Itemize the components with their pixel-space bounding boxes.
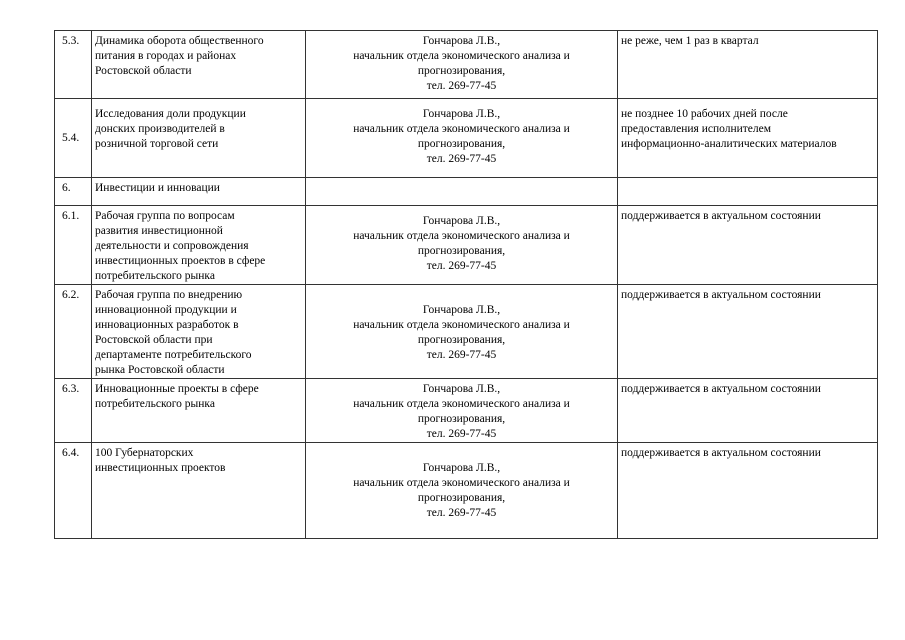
table-row — [55, 443, 878, 539]
term-line: поддерживается в актуальном состоянии — [621, 383, 821, 395]
row-name — [92, 99, 306, 178]
row-number: 6.1. — [55, 206, 92, 285]
responsible-phone: тел. 269-77-45 — [426, 260, 497, 272]
responsible-position: прогнозирования, — [417, 492, 506, 504]
responsible-name: Гончарова Л.В., — [422, 35, 501, 47]
row-number: 5.4. — [55, 99, 92, 178]
responsible-position: начальник отдела экономического анализа и — [353, 319, 570, 331]
row-term — [618, 285, 878, 379]
row-number: 6. — [55, 178, 92, 206]
responsible-position: прогнозирования, — [417, 65, 506, 77]
responsible-position: прогнозирования, — [417, 138, 506, 150]
name-line: Инвестиции и инновации — [95, 182, 220, 194]
name-line: 100 Губернаторских — [95, 447, 194, 459]
row-name — [92, 285, 306, 379]
row-term — [618, 99, 878, 178]
responsible-position: прогнозирования, — [417, 334, 506, 346]
table-row — [55, 285, 878, 379]
responsible-phone: тел. 269-77-45 — [426, 349, 497, 361]
name-line: департаменте потребительского — [95, 349, 252, 361]
name-line: инновационной продукции и — [95, 304, 237, 316]
row-term — [618, 379, 878, 443]
responsible-position: начальник отдела экономического анализа и — [353, 50, 570, 62]
name-line: Ростовской области при — [95, 334, 213, 346]
name-line: деятельности и сопровождения — [95, 240, 249, 252]
row-name — [92, 379, 306, 443]
name-line: Ростовской области — [95, 65, 192, 77]
row-name — [92, 206, 306, 285]
row-responsible — [306, 99, 618, 178]
name-line: инновационных разработок в — [95, 319, 239, 331]
name-line: Рабочая группа по внедрению — [95, 289, 243, 301]
row-responsible — [306, 206, 618, 285]
responsible-name: Гончарова Л.В., — [422, 108, 501, 120]
responsible-position: начальник отдела экономического анализа и — [353, 123, 570, 135]
row-responsible — [306, 31, 618, 99]
row-number: 6.4. — [55, 443, 92, 539]
term-line: поддерживается в актуальном состоянии — [621, 210, 821, 222]
responsible-position: прогнозирования, — [417, 413, 506, 425]
responsible-position: начальник отдела экономического анализа и — [353, 230, 570, 242]
row-term — [618, 206, 878, 285]
name-line: питания в городах и районах — [95, 50, 237, 62]
row-number: 6.2. — [55, 285, 92, 379]
table-row — [55, 379, 878, 443]
row-term — [618, 443, 878, 539]
plan-table — [54, 30, 878, 539]
responsible-position: начальник отдела экономического анализа и — [353, 398, 570, 410]
table-row — [55, 31, 878, 99]
responsible-phone: тел. 269-77-45 — [426, 80, 497, 92]
term-line: информационно-аналитических материалов — [621, 138, 837, 150]
term-line: предоставления исполнителем — [621, 123, 772, 135]
responsible-name: Гончарова Л.В., — [422, 304, 501, 316]
term-line: не реже, чем 1 раз в квартал — [621, 35, 759, 47]
term-line: поддерживается в актуальном состоянии — [621, 289, 821, 301]
responsible-phone: тел. 269-77-45 — [426, 507, 497, 519]
table-row — [55, 99, 878, 178]
row-term — [618, 178, 878, 206]
name-line: потребительского рынка — [95, 270, 215, 282]
row-name — [92, 443, 306, 539]
name-line: Рабочая группа по вопросам — [95, 210, 235, 222]
row-responsible — [306, 285, 618, 379]
responsible-position: начальник отдела экономического анализа и — [353, 477, 570, 489]
responsible-phone: тел. 269-77-45 — [426, 153, 497, 165]
table-row — [55, 206, 878, 285]
responsible-name: Гончарова Л.В., — [422, 383, 501, 395]
name-line: розничной торговой сети — [95, 138, 219, 150]
name-line: Исследования доли продукции — [95, 108, 246, 120]
name-line: Динамика оборота общественного — [95, 35, 264, 47]
row-name — [92, 178, 306, 206]
row-term — [618, 31, 878, 99]
name-line: инвестиционных проектов в сфере — [95, 255, 266, 267]
row-responsible — [306, 178, 618, 206]
row-responsible — [306, 443, 618, 539]
row-number: 5.3. — [55, 31, 92, 99]
name-line: рынка Ростовской области — [95, 364, 225, 376]
name-line: потребительского рынка — [95, 398, 215, 410]
name-line: инвестиционных проектов — [95, 462, 226, 474]
table-row — [55, 178, 878, 206]
responsible-name: Гончарова Л.В., — [422, 215, 501, 227]
name-line: Инновационные проекты в сфере — [95, 383, 259, 395]
responsible-name: Гончарова Л.В., — [422, 462, 501, 474]
term-line: поддерживается в актуальном состоянии — [621, 447, 821, 459]
row-number: 6.3. — [55, 379, 92, 443]
row-name — [92, 31, 306, 99]
name-line: донских производителей в — [95, 123, 225, 135]
name-line: развития инвестиционной — [95, 225, 223, 237]
term-line: не позднее 10 рабочих дней после — [621, 108, 788, 120]
responsible-phone: тел. 269-77-45 — [426, 428, 497, 440]
row-responsible — [306, 379, 618, 443]
responsible-position: прогнозирования, — [417, 245, 506, 257]
